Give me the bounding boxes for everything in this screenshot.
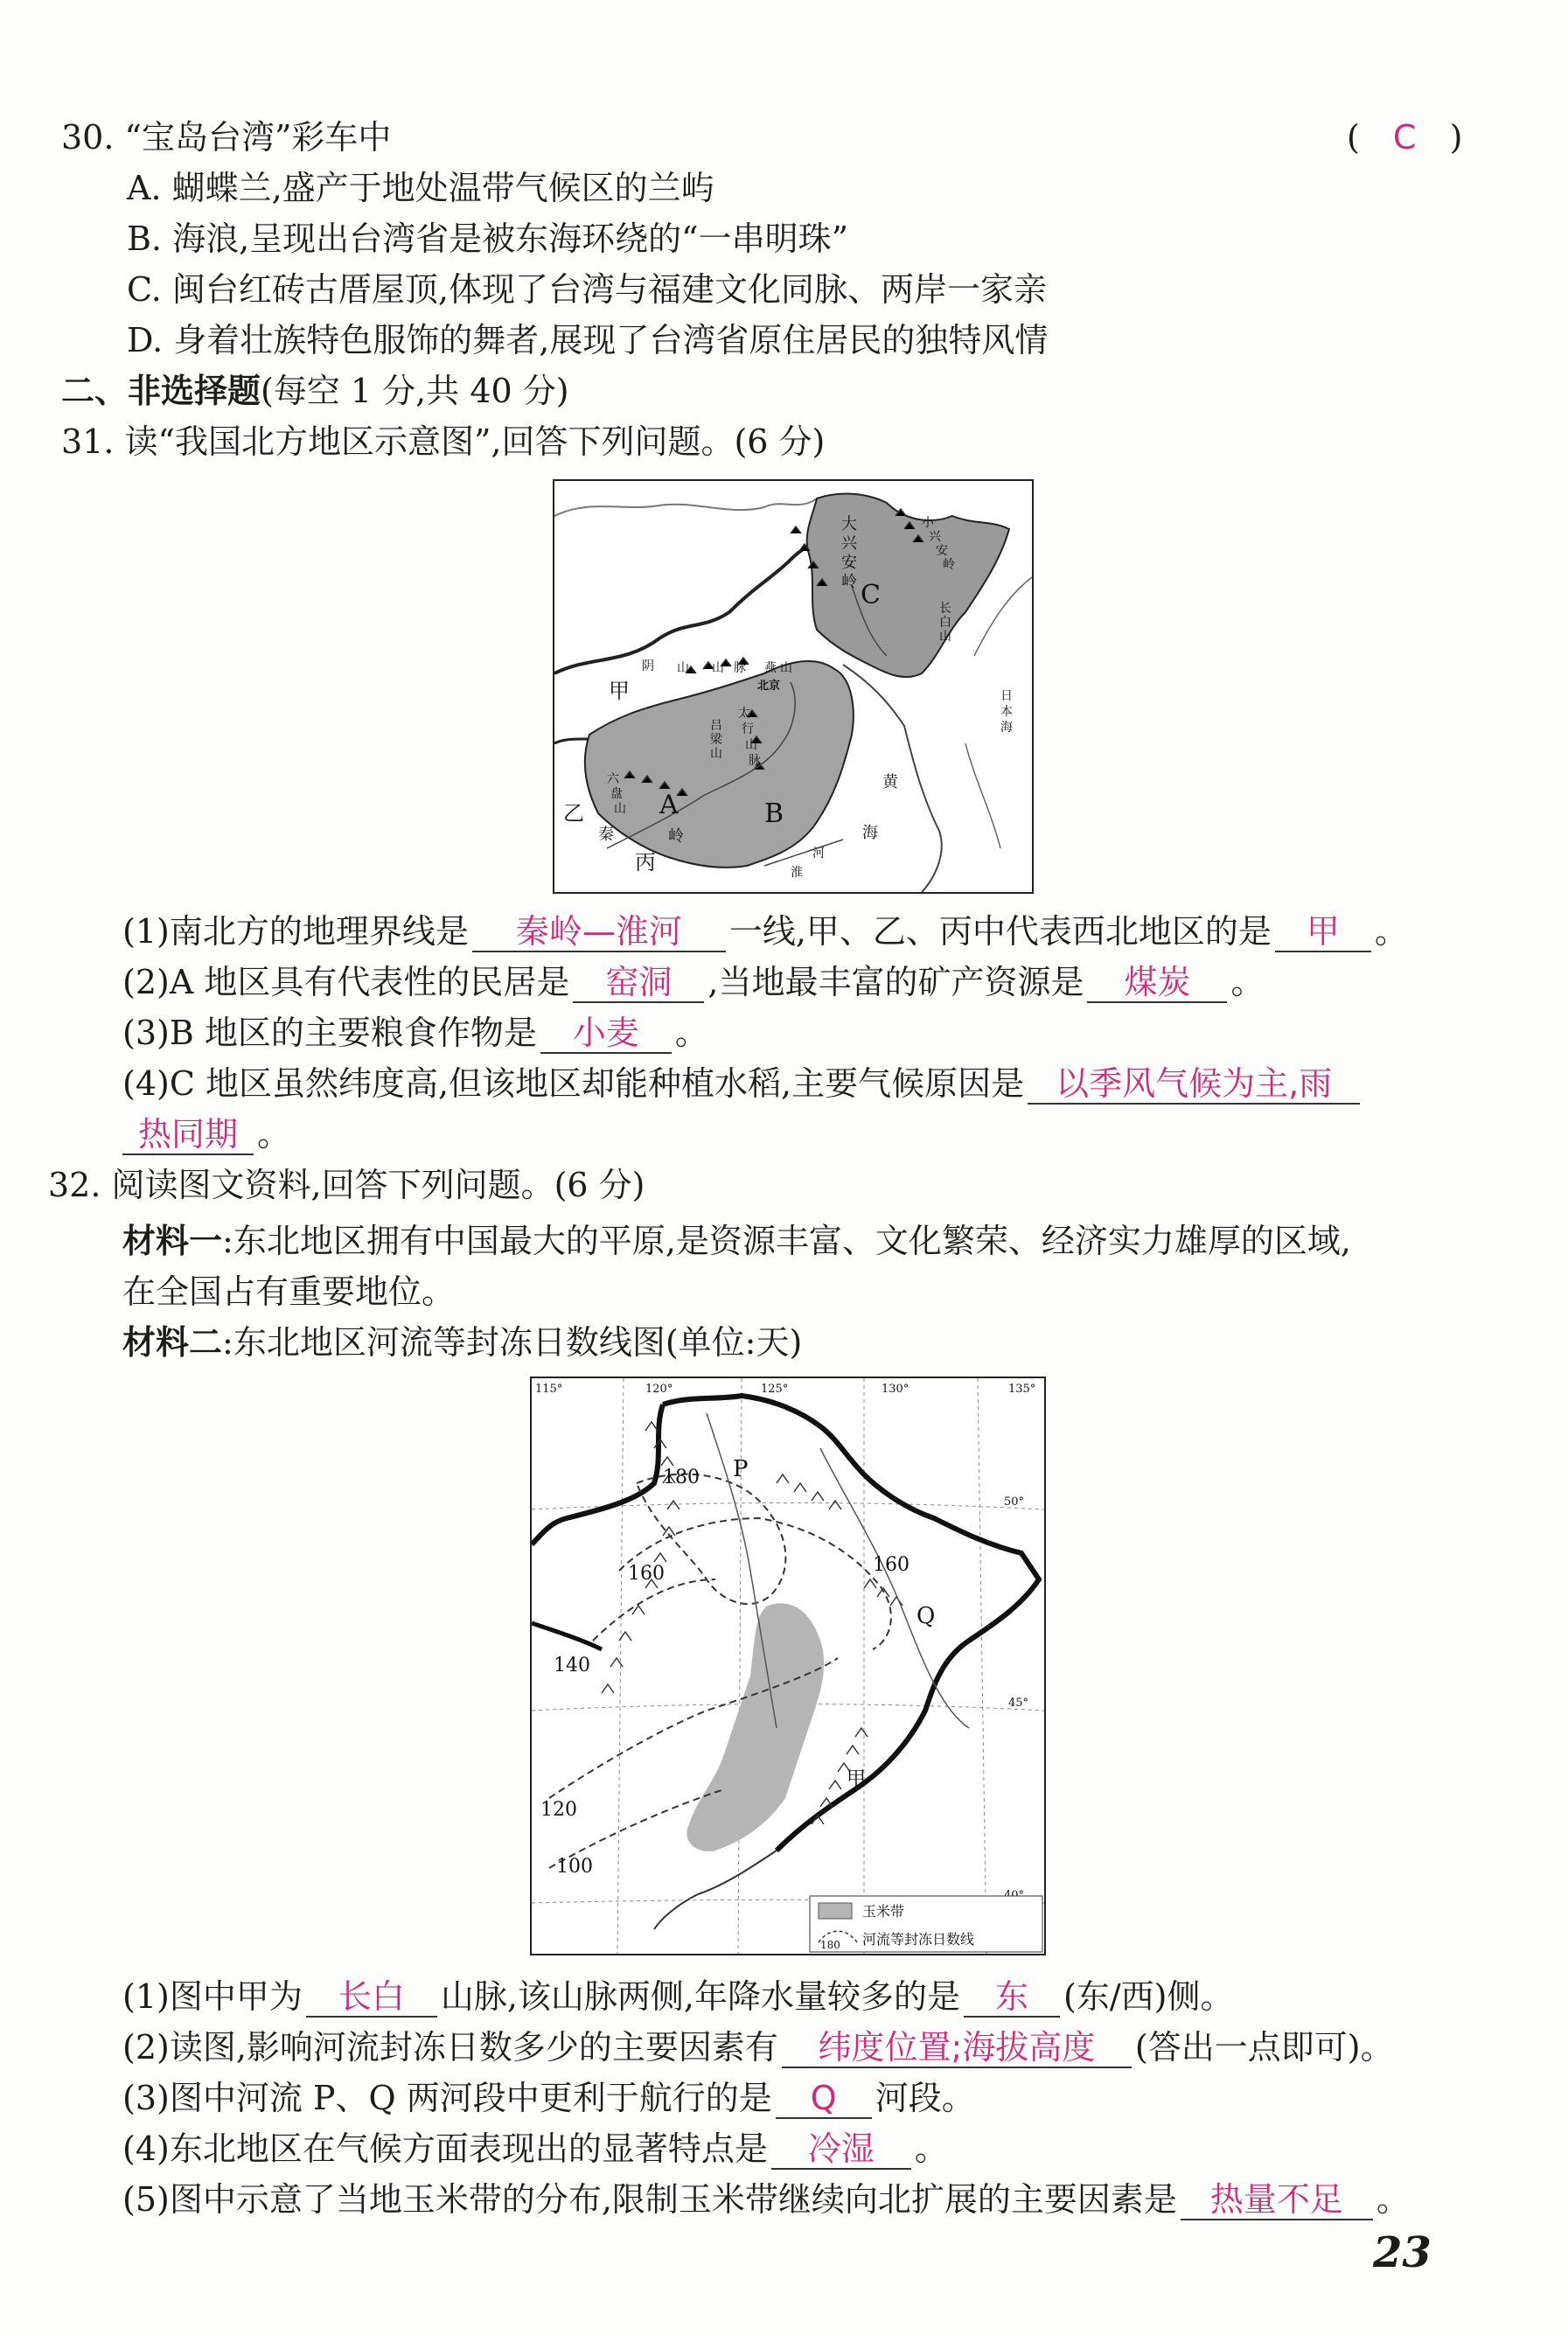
- map-label-shan5: 山: [710, 747, 722, 761]
- map-label-he: 河: [812, 847, 825, 861]
- map-label-ling: 岭: [841, 573, 857, 591]
- map-label-shan2: 山: [677, 661, 689, 675]
- q31-stem: 31. 读“我国北方地区示意图”,回答下列问题。(6 分): [61, 422, 826, 461]
- map-label-shan6: 山: [745, 738, 757, 752]
- map-label-b: B: [764, 798, 784, 829]
- q32-part3: (3)图中河流 P、Q 两河段中更利于航行的是 Q 河段。: [122, 2079, 975, 2117]
- map-label-hai2: 海: [1000, 721, 1013, 735]
- q31-answer-3: 小麦: [540, 1014, 672, 1054]
- q30-option-c: C. 闽台红砖古厝屋顶,体现了台湾与福建文化同脉、两岸一家亲: [127, 270, 1047, 309]
- freeze-line-label-120: 120: [540, 1799, 577, 1821]
- map-label-shan7: 山: [614, 802, 626, 816]
- q32-material1: 材料一:东北地区拥有中国最大的平原,是资源丰富、文化繁荣、经济实力雄厚的区域,: [122, 1221, 1351, 1260]
- map-label-liu: 六: [607, 772, 619, 786]
- paren-left: (: [1347, 118, 1360, 157]
- q32-answer-4: 冷湿: [771, 2129, 911, 2170]
- map-label-xiao: 小: [922, 516, 934, 530]
- q32-stem: 32. 阅读图文资料,回答下列问题。(6 分): [48, 1166, 645, 1204]
- q32-material2: 材料二:东北地区河流等封冻日数线图(单位:天): [122, 1322, 803, 1362]
- map-label-xing: 兴: [841, 534, 857, 553]
- map-label-shan: 山: [939, 630, 951, 644]
- q30-option-d: D. 身着壮族特色服饰的舞者,展现了台湾省原住居民的独特风情: [127, 321, 1049, 359]
- map-label-ling2: 岭: [943, 558, 955, 572]
- map-label-mai2: 脉: [749, 754, 761, 768]
- map-label-an2: 安: [936, 544, 948, 558]
- map-label-bing: 丙: [635, 850, 656, 875]
- map-label-jia: 甲: [609, 679, 630, 703]
- q31-answer-4b: 热同期: [122, 1115, 254, 1155]
- map-label-chang: 长: [939, 602, 951, 616]
- map-label-ling3: 岭: [668, 827, 684, 846]
- map-label-tai: 太: [738, 707, 750, 721]
- q32-answer-1a: 长白: [306, 1977, 437, 2018]
- q32-answer-5: 热量不足: [1181, 2180, 1373, 2220]
- map-label-huai: 淮: [791, 866, 803, 880]
- q31-answer-1b: 甲: [1275, 912, 1371, 952]
- q30-answer: C: [1392, 118, 1417, 157]
- map-label-beijing: 北京: [757, 680, 781, 693]
- map-label-xing2: 兴: [929, 530, 941, 544]
- legend-isoline-sample: 180: [820, 1939, 840, 1951]
- section2-heading: [61, 369, 569, 413]
- q31-part2: (2)A 地区具有代表性的民居是 窑洞 ,当地最丰富的矿产资源是 煤炭 。: [122, 963, 1265, 1001]
- map-label-yan: 燕: [764, 661, 777, 675]
- section2-title: 二、非选择题: [61, 371, 261, 410]
- section2-note: (每空 1 分,共 40 分): [261, 372, 569, 410]
- map-label-a: A: [659, 790, 679, 820]
- q32-part5: (5)图中示意了当地玉米带的分布,限制玉米带继续向北扩展的主要因素是 热量不足 。: [122, 2180, 1410, 2219]
- map-label-da: 大: [841, 515, 857, 533]
- q30-stem: 30. “宝岛台湾”彩车中: [61, 118, 392, 157]
- q32-part4: (4)东北地区在气候方面表现出的显著特点是 冷湿 。: [122, 2129, 948, 2168]
- legend-freeze-line: 河流等封冻日数线: [862, 1931, 975, 1948]
- lat-label-50: 50°: [1004, 1495, 1025, 1509]
- q31-part3: (3)B 地区的主要粮食作物是 小麦 。: [122, 1014, 708, 1052]
- lon-label-115: 115°: [535, 1383, 563, 1396]
- map-label-yi: 乙: [563, 801, 584, 826]
- q30-answer-box: [1347, 115, 1462, 159]
- map-label-shan4: 山: [780, 661, 792, 675]
- map-label-pan: 盘: [610, 787, 623, 801]
- map-label-hang: 行: [742, 722, 754, 736]
- map-label-c: C: [861, 580, 881, 610]
- map-label-huang: 黄: [882, 773, 898, 791]
- northeast-freeze-map: [530, 1377, 1046, 1955]
- q31-part4: (4)C 地区虽然纬度高,但该地区却能种植水稻,主要气候原因是 以季风气候为主,雨: [122, 1062, 1363, 1105]
- river-segment-q: Q: [916, 1603, 936, 1629]
- q32-part1: (1)图中甲为 长白 山脉,该山脉两侧,年降水量较多的是 东 (东/西)侧。: [122, 1977, 1234, 2016]
- map-label-yin: 阴: [642, 659, 654, 673]
- north-china-map: [553, 479, 1034, 894]
- freeze-line-label-160b: 160: [873, 1554, 909, 1576]
- legend-corn-belt: 玉米带: [862, 1903, 905, 1920]
- lat-label-45: 45°: [1008, 1697, 1029, 1710]
- freeze-line-label-140: 140: [554, 1655, 590, 1676]
- page-number: 23: [1373, 2228, 1432, 2277]
- map-label-bai: 白: [939, 616, 951, 630]
- q31-part1: (1)南北方的地理界线是 秦岭—淮河 一线,甲、乙、丙中代表西北地区的是 甲 。: [122, 912, 1408, 951]
- map-label-shan3: 山: [712, 661, 724, 675]
- lon-label-130: 130°: [882, 1383, 909, 1396]
- map-label-liang: 梁: [710, 733, 722, 747]
- q31-answer-2b: 煤炭: [1087, 963, 1227, 1003]
- map-label-ben: 本: [1000, 705, 1013, 719]
- q32-answer-1b: 东: [964, 1977, 1060, 2018]
- lon-label-125: 125°: [761, 1383, 789, 1396]
- q30-option-a: A. 蝴蝶兰,盛产于地处温带气候区的兰屿: [127, 169, 714, 207]
- map-label-an: 安: [841, 554, 857, 572]
- q32-answer-3: Q: [776, 2079, 872, 2119]
- q30-option-b: B. 海浪,呈现出台湾省是被东海环绕的“一串明珠”: [127, 220, 849, 258]
- q31-answer-4a: 以季风气候为主,雨: [1028, 1064, 1360, 1105]
- freeze-line-label-180: 180: [663, 1467, 700, 1488]
- lon-label-135: 135°: [1008, 1383, 1036, 1396]
- river-segment-p: P: [733, 1456, 749, 1482]
- q31-answer-1a: 秦岭—淮河: [472, 912, 726, 952]
- freeze-line-label-160a: 160: [628, 1563, 665, 1585]
- q32-answer-2: 纬度位置;海拔高度: [782, 2028, 1132, 2068]
- freeze-line-label-100: 100: [556, 1856, 593, 1878]
- q32-material1-cont: 在全国占有重要地位。: [122, 1272, 456, 1311]
- map-label-lv: 吕: [710, 719, 722, 733]
- lon-label-120: 120°: [645, 1383, 673, 1396]
- range-label-jia: 甲: [847, 1768, 867, 1790]
- map-label-ri: 日: [1000, 689, 1013, 703]
- q31-answer-2a: 窑洞: [573, 963, 704, 1003]
- map-label-qin: 秦: [598, 826, 614, 844]
- q32-part2: (2)读图,影响河流封冻日数多少的主要因素有 纬度位置;海拔高度 (答出一点即可)。: [122, 2028, 1394, 2067]
- map-label-hai: 海: [862, 824, 878, 842]
- q31-part4-cont: 热同期 。: [122, 1112, 290, 1156]
- paren-right: ): [1449, 118, 1463, 157]
- map-label-mai: 脉: [734, 661, 746, 675]
